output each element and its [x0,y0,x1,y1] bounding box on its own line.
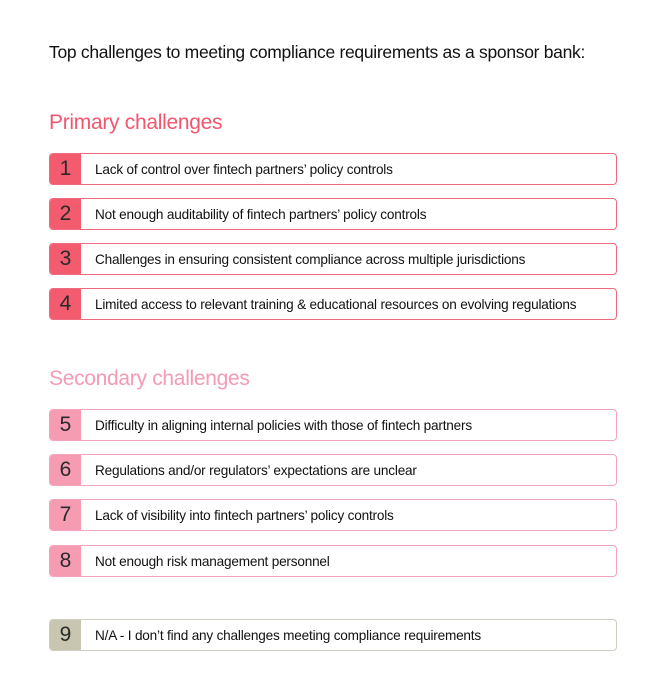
rank-badge: 1 [50,154,81,184]
challenge-text: Not enough auditability of fintech partners’ policy controls [95,206,427,222]
challenge-text: Not enough risk management personnel [95,553,330,569]
challenge-row-7 [49,499,617,531]
challenge-row-na [49,619,617,651]
challenge-text: Lack of control over fintech partners’ policy controls [95,161,393,177]
rank-badge: 9 [50,620,81,650]
challenge-text: Challenges in ensuring consistent compliance across multiple jurisdictions [95,251,526,267]
challenge-row-2 [49,198,617,230]
page-title: Top challenges to meeting compliance requirements as a sponsor bank: [49,42,586,62]
primary-challenges-heading: Primary challenges [49,111,223,134]
rank-badge: 5 [50,410,81,440]
rank-badge: 3 [50,244,81,274]
rank-badge: 8 [50,546,81,576]
challenge-text: Difficulty in aligning internal policies with those of fintech partners [95,417,472,433]
rank-badge: 4 [50,289,81,319]
rank-badge: 6 [50,455,81,485]
challenge-row-4 [49,288,617,320]
rank-badge: 7 [50,500,81,530]
challenge-row-5 [49,409,617,441]
challenge-row-6 [49,454,617,486]
rank-badge: 2 [50,199,81,229]
challenge-row-3 [49,243,617,275]
secondary-challenges-heading: Secondary challenges [49,367,250,390]
challenge-text: Lack of visibility into fintech partners’ policy controls [95,507,394,523]
challenge-row-1 [49,153,617,185]
challenge-row-8 [49,545,617,577]
challenge-text: N/A - I don’t find any challenges meeting compliance requirements [95,627,481,643]
challenge-text: Limited access to relevant training & educational resources on evolving regulations [95,296,577,312]
challenge-text: Regulations and/or regulators’ expectations are unclear [95,462,417,478]
